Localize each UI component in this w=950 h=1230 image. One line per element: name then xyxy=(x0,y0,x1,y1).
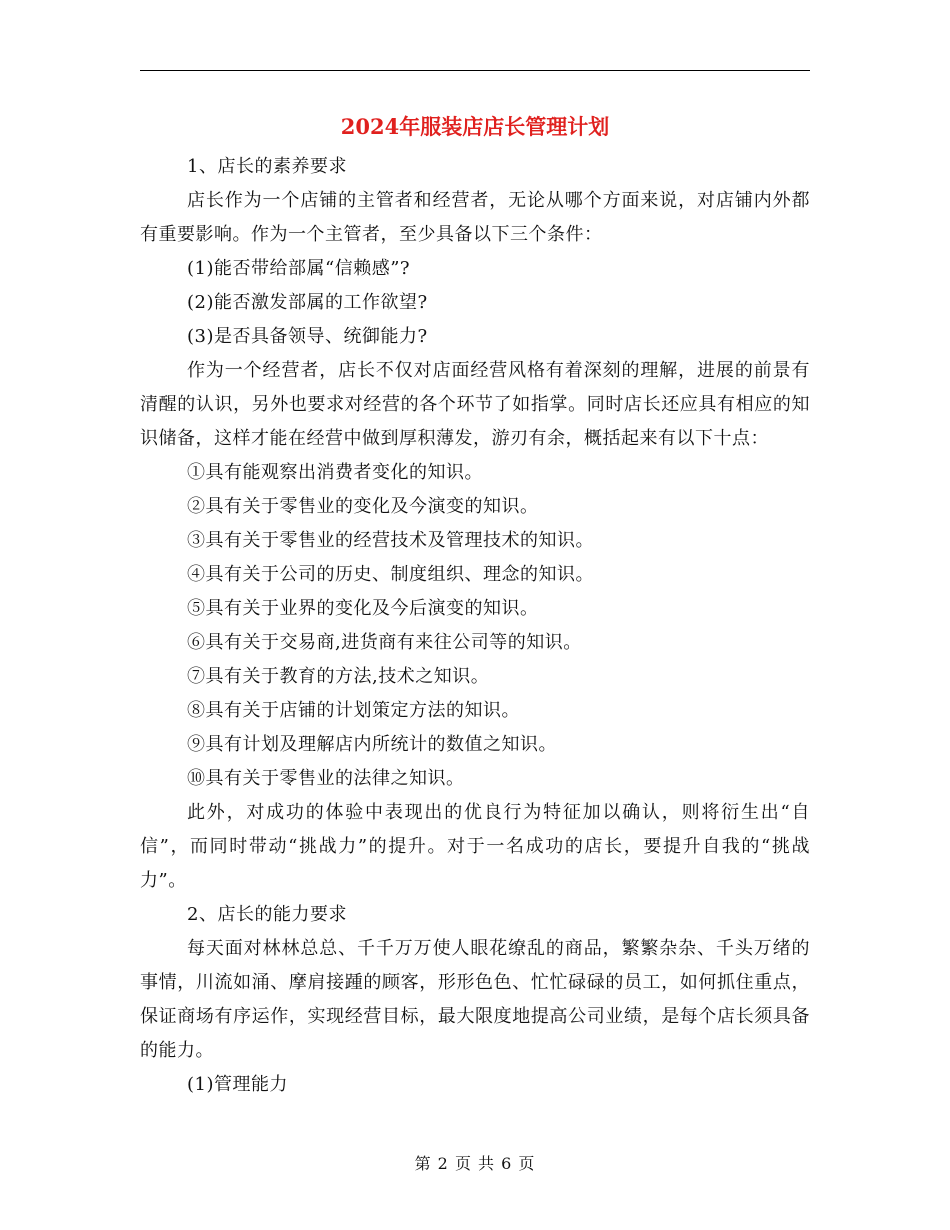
list-item: ⑨具有计划及理解店内所统计的数值之知识。 xyxy=(187,734,557,755)
document-body xyxy=(140,150,810,1102)
paragraph: 店长作为一个店铺的主管者和经营者，无论从哪个方面来说，对店铺内外都有重要影响。作为一个主管者，至少具备以下三个条件： xyxy=(140,190,810,245)
header-rule xyxy=(140,70,810,71)
list-item: (1)能否带给部属“信赖感”? xyxy=(187,258,411,279)
list-item: ②具有关于零售业的变化及今演变的知识。 xyxy=(187,496,539,517)
paragraph: 每天面对林林总总、千千万万使人眼花缭乱的商品，繁繁杂杂、千头万绪的事情，川流如涌、摩肩接踵的顾客，形形色色、忙忙碌碌的员工，如何抓住重点，保证商场有序运作，实现经营目标，最大限度地提高公司业绩，是每个店长须具备的能力。 xyxy=(140,938,810,1061)
list-item: (3)是否具备领导、统御能力? xyxy=(187,326,428,347)
list-item: (2)能否激发部属的工作欲望? xyxy=(187,292,428,313)
list-item: ①具有能观察出消费者变化的知识。 xyxy=(187,462,483,483)
list-item: ⑤具有关于业界的变化及今后演变的知识。 xyxy=(187,598,539,619)
paragraph: 此外，对成功的体验中表现出的优良行为特征加以确认，则将衍生出“自信”，而同时带动“挑战力”的提升。对于一名成功的店长，要提升自我的“挑战力”。 xyxy=(140,802,810,891)
subsection-heading: (1)管理能力 xyxy=(187,1074,288,1095)
document-title: 2024年服装店店长管理计划 xyxy=(340,114,610,139)
section-heading-1: 1、店长的素养要求 xyxy=(187,156,347,177)
paragraph: 作为一个经营者，店长不仅对店面经营风格有着深刻的理解，进展的前景有清醒的认识，另外也要求对经营的各个环节了如指掌。同时店长还应具有相应的知识储备，这样才能在经营中做到厚积薄发，游刃有余，概括起来有以下十点： xyxy=(140,360,810,449)
list-item: ④具有关于公司的历史、制度组织、理念的知识。 xyxy=(187,564,594,585)
page-number-footer: 第 2 页 共 6 页 xyxy=(414,1154,536,1173)
list-item: ⑧具有关于店铺的计划策定方法的知识。 xyxy=(187,700,520,721)
list-item: ③具有关于零售业的经营技术及管理技术的知识。 xyxy=(187,530,594,551)
list-item: ⑥具有关于交易商,进货商有来往公司等的知识。 xyxy=(187,632,582,653)
list-item: ⑦具有关于教育的方法,技术之知识。 xyxy=(187,666,490,687)
list-item: ⑩具有关于零售业的法律之知识。 xyxy=(187,768,465,789)
section-heading-2: 2、店长的能力要求 xyxy=(187,904,347,925)
